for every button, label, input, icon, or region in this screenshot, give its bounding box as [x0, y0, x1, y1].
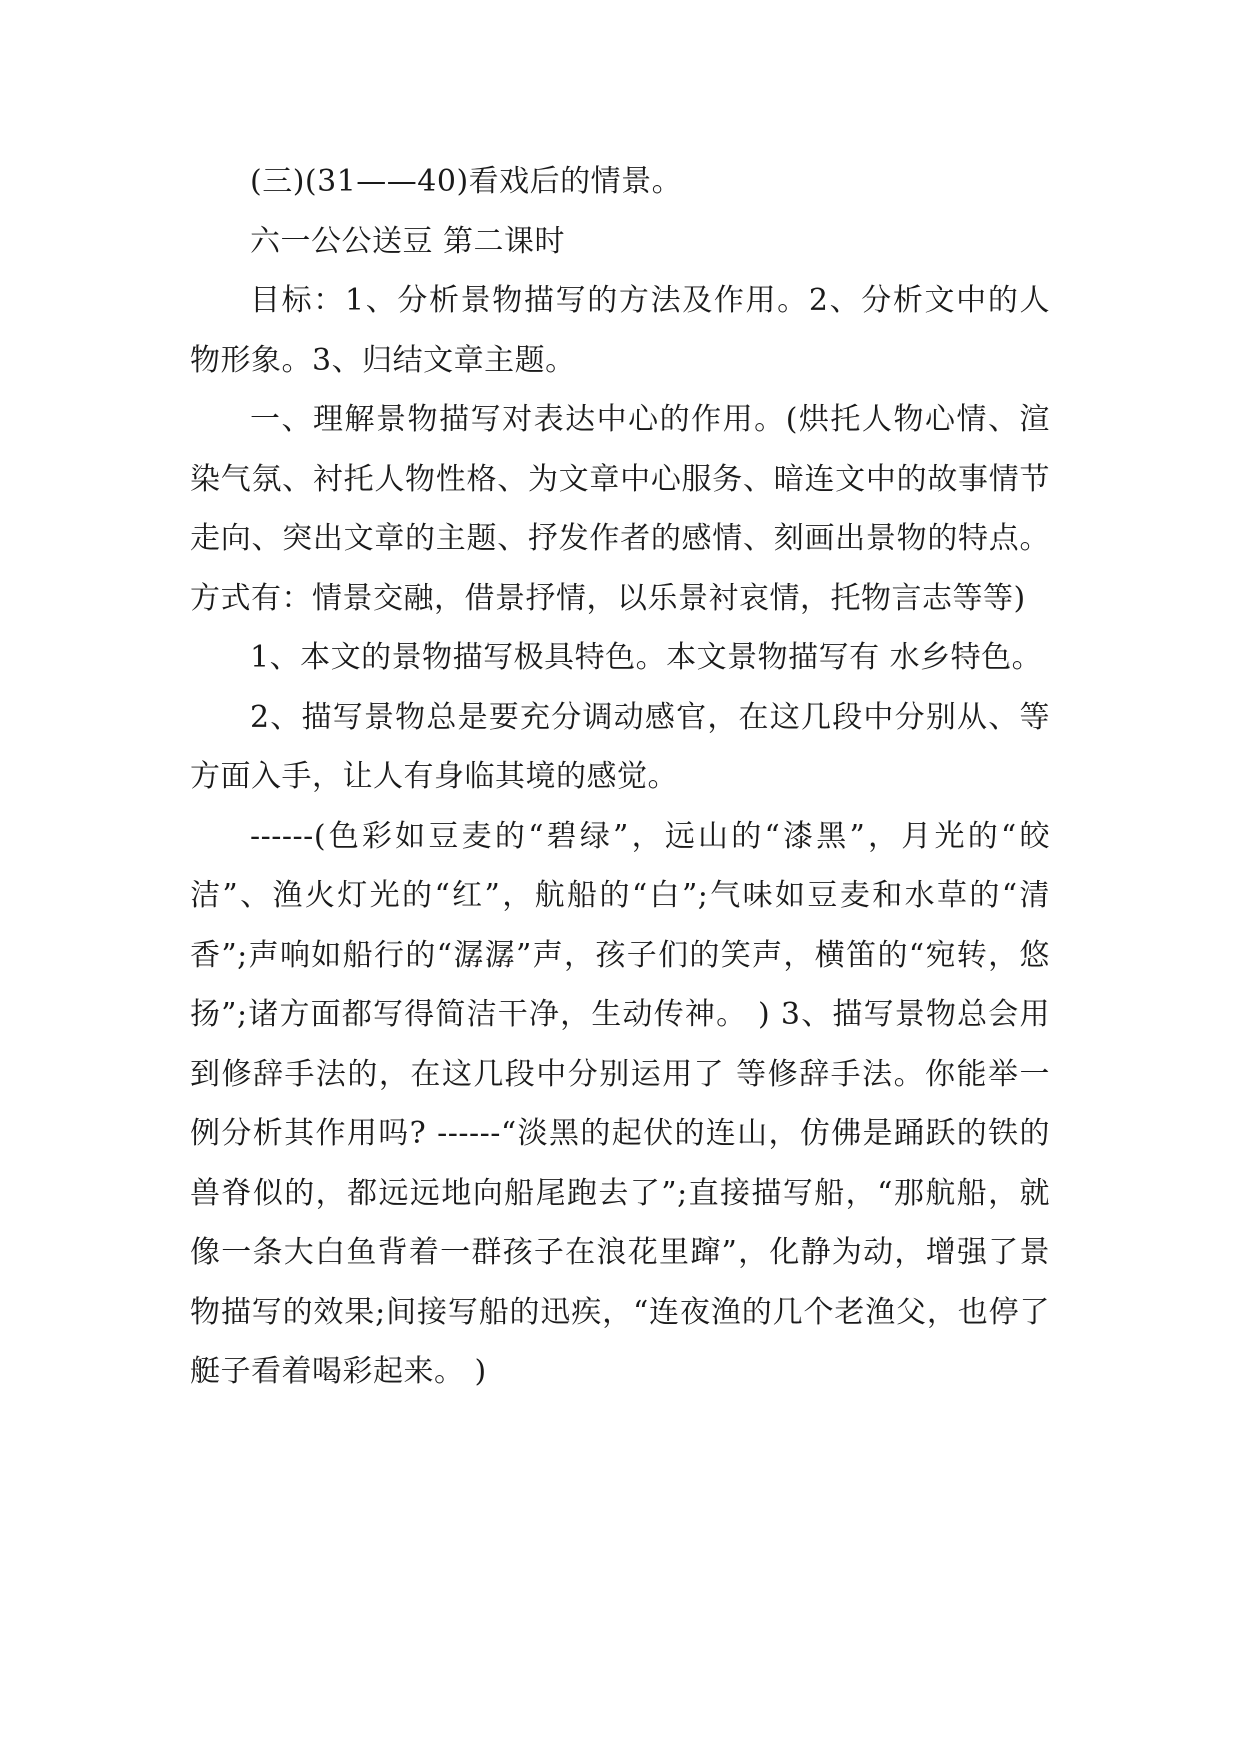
paragraph-point-2: 2、描写景物总是要充分调动感官，在这几段中分别从、等方面入手，让人有身临其境的感觉。	[190, 699, 1050, 794]
paragraph-analysis: ------(色彩如豆麦的“碧绿”，远山的“漆黑”，月光的“皎洁”、渔火灯光的“红”，航船的“白”;气味如豆麦和水草的“清香”;声响如船行的“潺潺”声，孩子们的笑声，横笛的“宛转，悠扬”;诸方面都写得简洁干净，生动传神。 ) 3、描写景物总会用到修辞手法的，在这几段中分别运用了 等修辞手法。你能举一例分析其作用吗? ------“淡黑的起伏的连山，仿佛是踊跃的铁的兽脊似的，都远远地向船尾跑去了”;直接描写船，“那航船，就像一条大白鱼背着一群孩子在浪花里蹿”，化静为动，增强了景物描写的效果;间接写船的迅疾，“连夜渔的几个老渔父，也停了艇子看着喝彩起来。 )	[190, 818, 1050, 1389]
paragraph-scenery-function: 一、理解景物描写对表达中心的作用。(烘托人物心情、渲染气氛、衬托人物性格、为文章中心服务、暗连文中的故事情节走向、突出文章的主题、抒发作者的感情、刻画出景物的特点。方式有：情景交融，借景抒情，以乐景衬哀情，托物言志等等)	[190, 402, 1050, 616]
paragraph-scene-after-opera: (三)(31——40)看戏后的情景。	[250, 164, 683, 199]
document-body	[190, 152, 1050, 1402]
paragraph-lesson-title: 六一公公送豆 第二课时	[250, 223, 566, 259]
paragraph-objectives: 目标：1、分析景物描写的方法及作用。2、分析文中的人物形象。3、归结文章主题。	[190, 283, 1050, 378]
paragraph-point-1: 1、本文的景物描写极具特色。本文景物描写有 水乡特色。	[250, 640, 1043, 675]
